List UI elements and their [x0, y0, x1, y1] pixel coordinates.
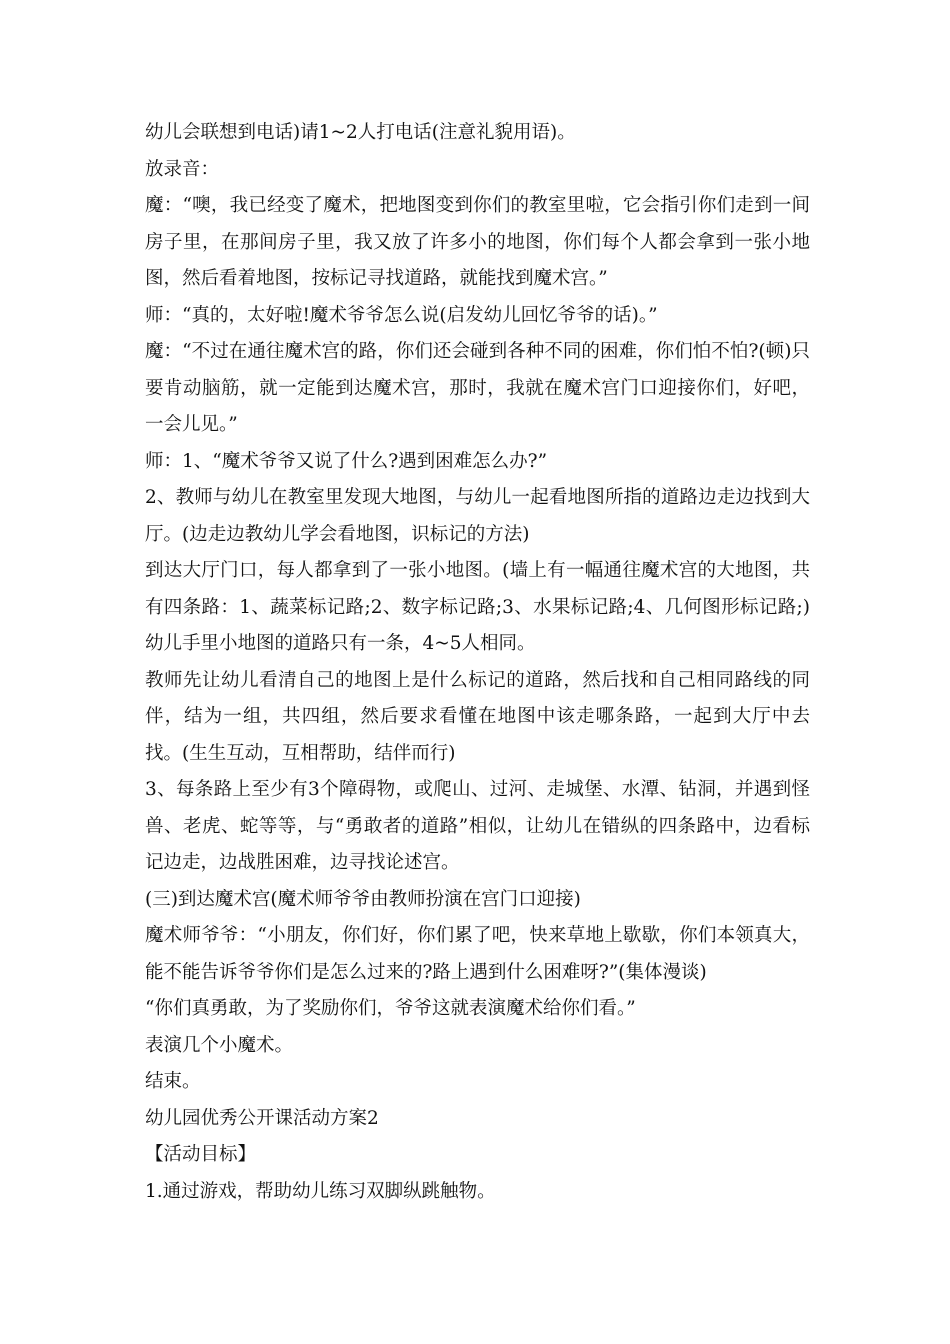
- paragraph-12: 魔术师爷爷：“小朋友，你们好，你们累了吧，快来草地上歇歇，你们本领真大，能不能告诉爷爷你们是怎么过来的?路上遇到什么困难呀?”(集体漫谈): [145, 925, 810, 983]
- paragraph-8: 到达大厅门口，每人都拿到了一张小地图。(墙上有一幅通往魔术宫的大地图，共有四条路：1、蔬菜标记路;2、数字标记路;3、水果标记路;4、几何图形标记路;)幼儿手里小地图的道路只有一条，4~5人相同。: [145, 560, 810, 654]
- paragraph-14: 表演几个小魔术。: [145, 1034, 294, 1056]
- paragraph-4: 师：“真的，太好啦!魔术爷爷怎么说(启发幼儿回忆爷爷的话)。”: [145, 304, 658, 326]
- paragraph-2: 放录音：: [145, 158, 220, 180]
- paragraph-15: 结束。: [145, 1071, 201, 1092]
- section-heading-goals: 【活动目标】: [145, 1144, 257, 1165]
- paragraph-10: 3、每条路上至少有3个障碍物，或爬山、过河、走城堡、水潭、钻洞，并遇到怪兽、老虎、蛇等等，与“勇敢者的道路”相似，让幼儿在错纵的四条路中，边看标记边走，边战胜困难，边寻找论述宫。: [145, 779, 810, 873]
- paragraph-11: (三)到达魔术宫(魔术师爷爷由教师扮演在宫门口迎接): [145, 888, 581, 910]
- section-title: 幼儿园优秀公开课活动方案2: [145, 1107, 379, 1129]
- paragraph-5: 魔：“不过在通往魔术宫的路，你们还会碰到各种不同的困难，你们怕不怕?(顿)只要肯动脑筋，就一定能到达魔术宫，那时，我就在魔术宫门口迎接你们，好吧，一会儿见。”: [145, 341, 810, 435]
- paragraph-6: 师：1、“魔术爷爷又说了什么?遇到困难怎么办?”: [145, 450, 548, 472]
- paragraph-7: 2、教师与幼儿在教室里发现大地图，与幼儿一起看地图所指的道路边走边找到大厅。(边走边教幼儿学会看地图，识标记的方法): [145, 487, 810, 545]
- paragraph-18: 1.通过游戏，帮助幼儿练习双脚纵跳触物。: [145, 1180, 496, 1202]
- paragraph-3: 魔：“噢，我已经变了魔术，把地图变到你们的教室里啦，它会指引你们走到一间房子里，在那间房子里，我又放了许多小的地图，你们每个人都会拿到一张小地图，然后看着地图，按标记寻找道路，就能找到魔术宫。”: [145, 195, 810, 289]
- paragraph-13: “你们真勇敢，为了奖励你们，爷爷这就表演魔术给你们看。”: [145, 998, 636, 1019]
- paragraph-1: 幼儿会联想到电话)请1~2人打电话(注意礼貌用语)。: [145, 122, 576, 143]
- paragraph-9: 教师先让幼儿看清自己的地图上是什么标记的道路，然后找和自己相同路线的同伴，结为一组，共四组，然后要求看懂在地图中该走哪条路，一起到大厅中去找。(生生互动，互相帮助，结伴而行): [145, 669, 810, 764]
- document-body: [145, 115, 810, 1210]
